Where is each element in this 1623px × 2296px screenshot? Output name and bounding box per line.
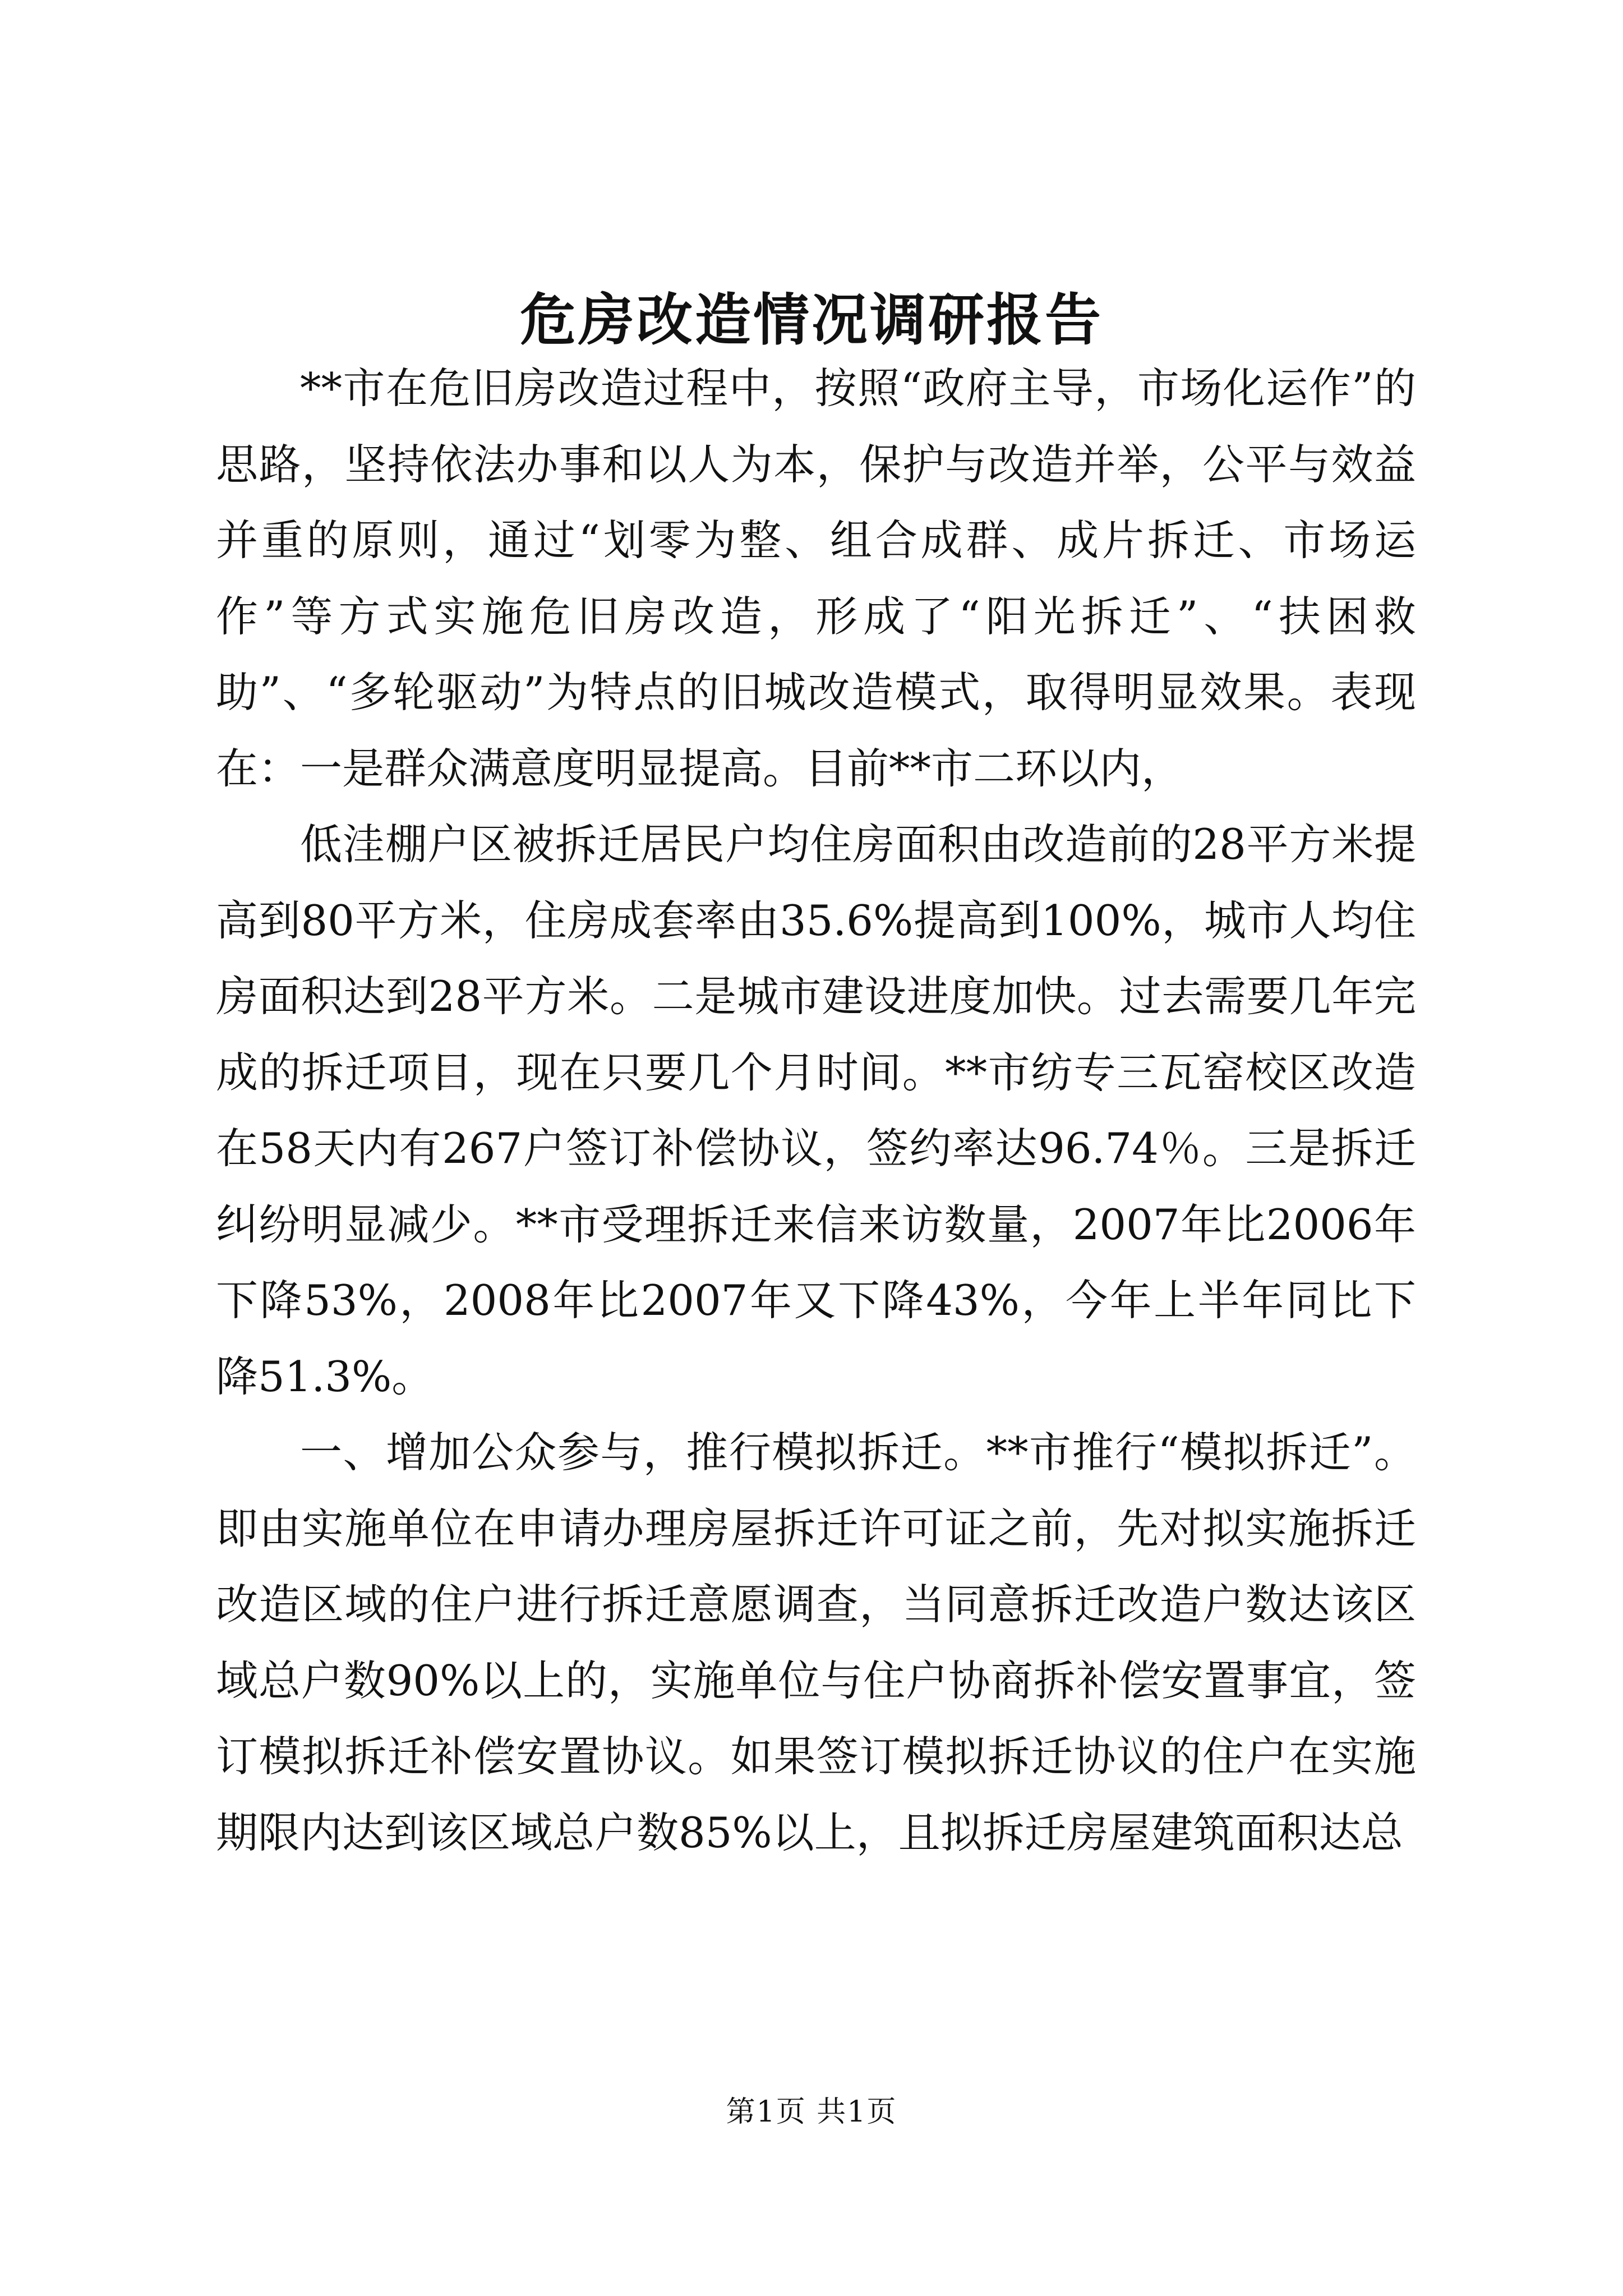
paragraph-2: 低洼棚户区被拆迁居民户均住房面积由改造前的28平方米提高到80平方米，住房成套率由35.6%提高到100%，城市人均住房面积达到28平方米。二是城市建设进度加快。过去需要几年完成的拆迁项目，现在只要几个月时间。**市纺专三瓦窑校区改造在58天内有267户签订补偿协议，签约率达96.74％。三是拆迁纠纷明显减少。**市受理拆迁来信来访数量，2007年比2006年下降53%，2008年比2007年又下降43%，今年上半年同比下降51.3%。 — [216, 820, 1416, 1401]
document-title: 危房改造情况调研报告 — [520, 287, 1103, 353]
document-body — [216, 351, 1416, 1871]
page-footer: 第1页 共1页 — [726, 2095, 897, 2129]
paragraph-3: 一、增加公众参与，推行模拟拆迁。**市推行“模拟拆迁”。即由实施单位在申请办理房屋拆迁许可证之前，先对拟实施拆迁改造区域的住户进行拆迁意愿调查，当同意拆迁改造户数达该区域总户数90%以上的，实施单位与住户协商拆补偿安置事宜，签订模拟拆迁补偿安置协议。如果签订模拟拆迁协议的住户在实施期限内达到该区域总户数85%以上，且拟拆迁房屋建筑面积达总 — [216, 1428, 1416, 1857]
paragraph-1: **市在危旧房改造过程中，按照“政府主导，市场化运作”的思路，坚持依法办事和以人为本，保护与改造并举，公平与效益并重的原则，通过“划零为整、组合成群、成片拆迁、市场运作”等方式实施危旧房改造，形成了“阳光拆迁”、“扶困救助”、“多轮驱动”为特点的旧城改造模式，取得明显效果。表现在：一是群众满意度明显提高。目前**市二环以内， — [216, 364, 1416, 793]
